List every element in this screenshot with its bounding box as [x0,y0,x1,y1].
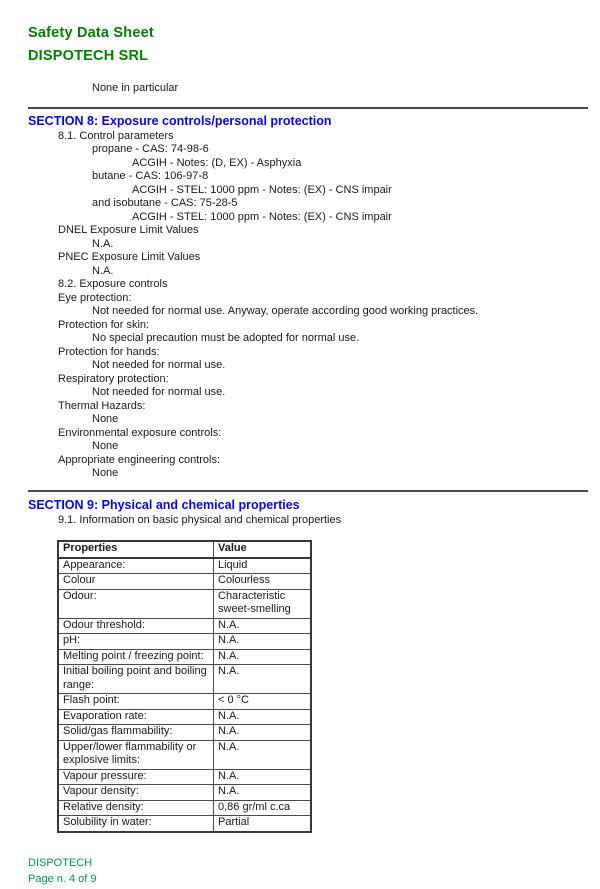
table-row [58,769,311,785]
table-row [58,694,311,710]
value-cell: N.A. [214,740,312,769]
value-cell: Partial [214,816,312,832]
property-cell: pH: [58,634,214,650]
value-cell: Liquid [214,558,312,574]
table-row [58,816,311,832]
value-cell: 0,86 gr/ml c.ca [214,800,312,816]
sds-line: Protection for hands: [58,345,160,358]
property-cell: Odour: [58,589,214,618]
table-row [58,618,311,634]
sds-line: 8.1. Control parameters [58,129,174,142]
property-cell: Solubility in water: [58,816,214,832]
sds-line: and isobutane - CAS: 75-28-5 [92,197,238,209]
sds-line: N.A. [92,237,114,250]
section-divider [28,490,588,492]
section-8-body [28,130,588,481]
document-title: Safety Data Sheet [28,25,154,41]
table-row [58,785,311,801]
table-row [58,589,311,618]
sds-line: Environmental exposure controls: [58,426,222,439]
value-column-header: Value [214,541,312,558]
sds-line: Not needed for normal use. Anyway, operate according good working practices. [92,305,479,317]
carryover-note: None in particular [92,82,179,94]
sds-line: Protection for skin: [58,318,150,331]
sds-line: Not needed for normal use. [92,359,226,371]
table-row [58,665,311,694]
properties-table [57,540,312,833]
property-cell: Relative density: [58,800,214,816]
footer-company: DISPOTECH [28,856,93,869]
value-cell: N.A. [214,785,312,801]
table-row [58,574,311,590]
value-cell: < 0 °C [214,694,312,710]
sds-line: PNEC Exposure Limit Values [58,251,201,263]
sds-line: N.A. [92,264,114,277]
section-divider [28,107,588,109]
value-cell: N.A. [214,769,312,785]
value-cell: Characteristic sweet-smelling [214,589,312,618]
value-cell: N.A. [214,649,312,665]
sds-line: ACGIH - STEL: 1000 ppm - Notes: (EX) - CNS impair [132,210,392,223]
property-cell: Flash point: [58,694,214,710]
sds-line: propane - CAS: 74-98-6 [92,143,209,155]
section-9-subtitle: 9.1. Information on basic physical and chemical properties [58,513,342,526]
value-cell: N.A. [214,709,312,725]
sds-line: None [92,413,119,425]
table-row [58,558,311,574]
table-row [58,634,311,650]
section-8 [28,113,588,481]
property-cell: Vapour pressure: [58,769,214,785]
table-row [58,740,311,769]
sds-line: Respiratory protection: [58,372,169,385]
property-cell: Odour threshold: [58,618,214,634]
table-row [58,725,311,741]
sds-line: DNEL Exposure Limit Values [58,224,199,236]
sds-line: Eye protection: [58,291,132,304]
section-9-title: SECTION 9: Physical and chemical properties [28,497,300,512]
value-cell: N.A. [214,725,312,741]
page-footer [0,855,600,887]
value-cell: Colourless [214,574,312,590]
value-cell: N.A. [214,665,312,694]
section-8-title: SECTION 8: Exposure controls/personal protection [28,113,332,128]
sds-line: None [92,467,119,479]
property-cell: Vapour density: [58,785,214,801]
property-cell: Melting point / freezing point: [58,649,214,665]
value-cell: N.A. [214,618,312,634]
sds-line: Appropriate engineering controls: [58,453,221,466]
sds-line: butane - CAS: 106-97-8 [92,170,209,182]
sds-line: Thermal Hazards: [58,399,146,412]
section-9 [28,497,588,833]
company-name: DISPOTECH SRL [28,48,149,64]
table-row [58,800,311,816]
property-cell: Colour [58,574,214,590]
property-cell: Evaporation rate: [58,709,214,725]
property-cell: Appearance: [58,558,214,574]
table-row [58,709,311,725]
property-cell: Upper/lower flammability or explosive limits: [58,740,214,769]
property-cell: Solid/gas flammability: [58,725,214,741]
property-cell: Initial boiling point and boiling range: [58,665,214,694]
sds-line: No special precaution must be adopted for normal use. [92,332,360,344]
sds-line: None [92,440,119,452]
sds-line: Not needed for normal use. [92,386,226,398]
sds-line: 8.2. Exposure controls [58,278,168,290]
sds-line: ACGIH - STEL: 1000 ppm - Notes: (EX) - CNS impair [132,183,392,196]
table-row [58,649,311,665]
value-cell: N.A. [214,634,312,650]
properties-column-header: Properties [58,541,214,558]
table-header-row [58,541,311,558]
sds-line: ACGIH - Notes: (D, EX) - Asphyxia [132,156,302,169]
footer-page-number: Page n. 4 of 9 [28,872,97,885]
